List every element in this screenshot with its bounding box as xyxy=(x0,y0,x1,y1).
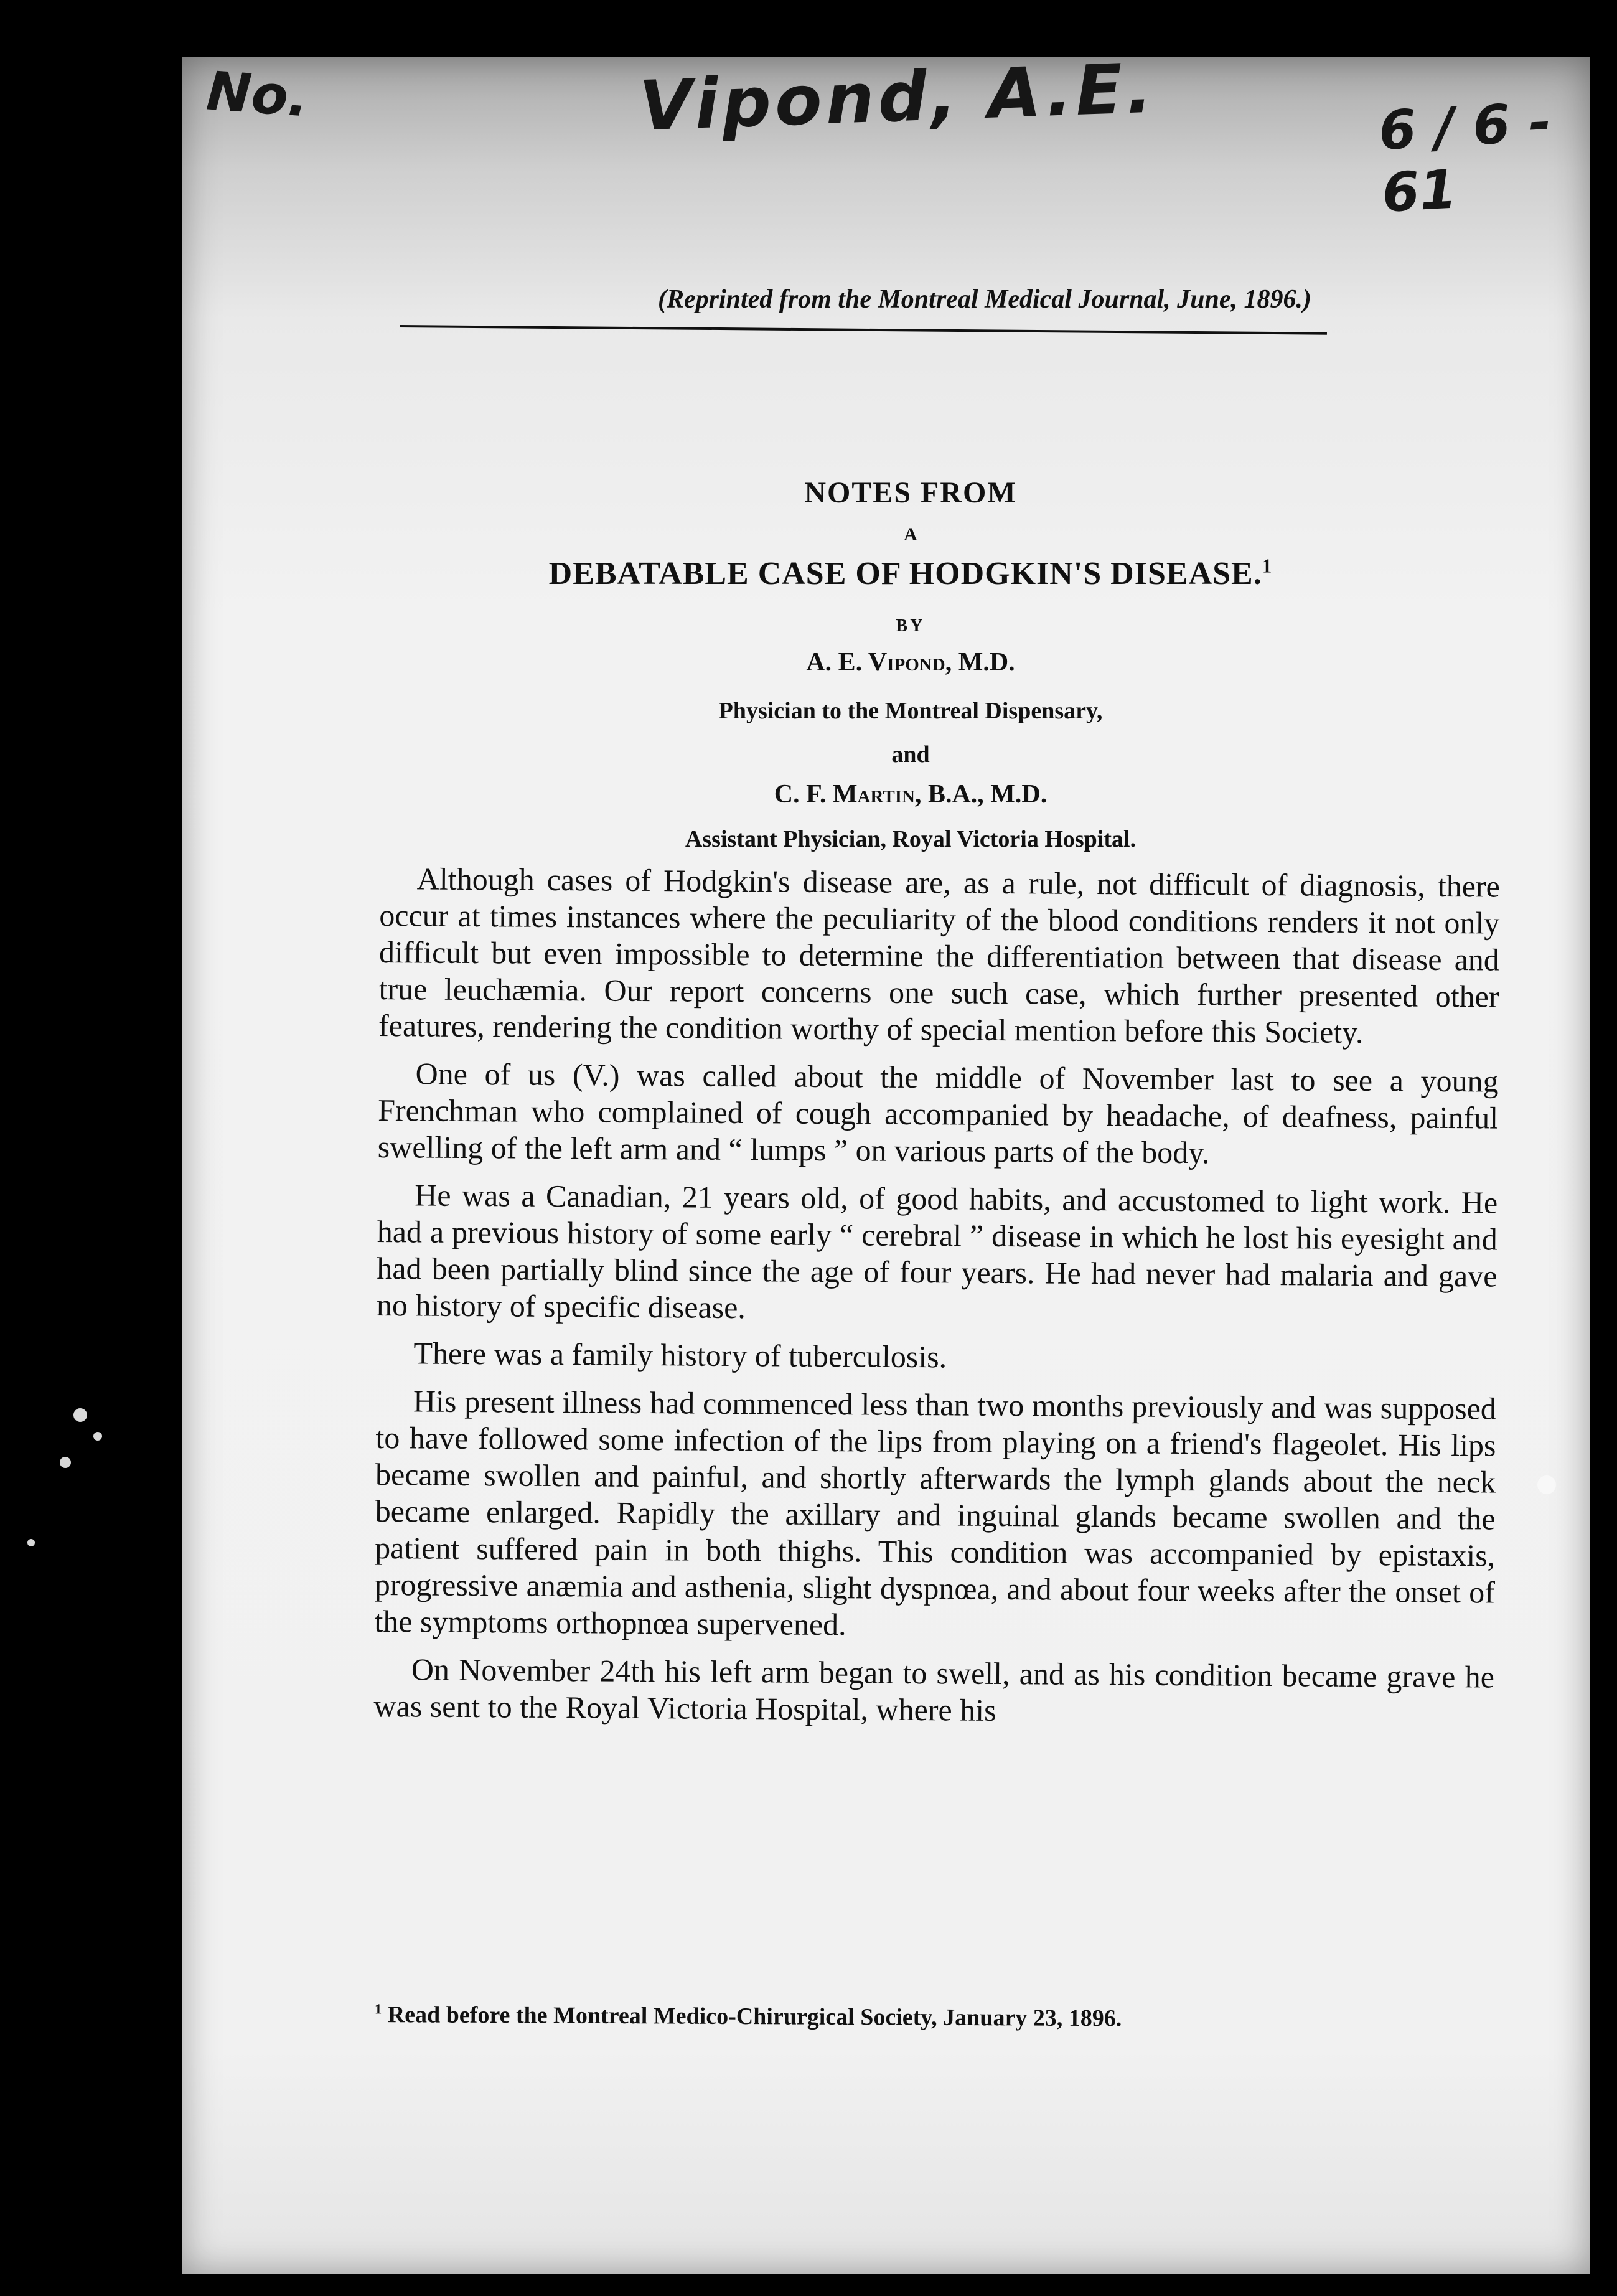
body-paragraph: Although cases of Hodgkin's disease are, as a rule, not difficult of diagnosis, there occur at times instances where the peculiarity of the blood conditions renders it not only difficult but even impossible to determine the differentiation between that disease and true leuchæmia. Our report concerns one such case, which further presented other features, rendering the condition worthy of special mention before this Society. xyxy=(378,861,1500,1050)
document-page xyxy=(182,48,1590,2274)
scan-artifact-speck xyxy=(93,1432,102,1441)
article-body xyxy=(373,860,1500,1744)
title-line-2: A xyxy=(904,524,917,545)
scan-artifact-speck xyxy=(73,1408,87,1422)
footnote-text: Read before the Montreal Medico-Chirurgical Society, January 23, 1896. xyxy=(387,2002,1122,2032)
handwritten-author-name: Vipond, A.E. xyxy=(638,48,1158,146)
handwritten-catalog-number: 6 / 6 - 61 xyxy=(1377,91,1553,225)
body-paragraph: One of us (V.) was called about the middle of November last to see a young Frenchman who complained of cough accompanied by headache, of deafness, painful swelling of the left arm and “ lumps ” on various parts of the body. xyxy=(377,1056,1499,1170)
handwritten-number-label: No. xyxy=(204,60,311,129)
byline-label: BY xyxy=(896,616,926,636)
scan-artifact-speck xyxy=(1537,1475,1556,1494)
body-paragraph: His present illness had commenced less than two months previously and was supposed to have followed some infection of the lips from playing on a friend's flageolet. His lips became swollen and painful, and shortly afterwards the lymph glands about the neck became enlarged. Rapidly the axillary and inguinal glands became swollen and the patient suffered pain in both thighs. This condition was accompanied by epistaxis, progressive anæmia and asthenia, slight dyspnœa, and about four weeks after the onset of the symptoms orthopnœa supervened. xyxy=(374,1383,1497,1642)
author-1-name: A. E. Vipond, M.D. xyxy=(806,648,1015,677)
author-2-name: C. F. Martin, B.A., M.D. xyxy=(774,780,1048,809)
body-paragraph: On November 24th his left arm began to swell, and as his condition became grave he was sent to the Royal Victoria Hospital, where his xyxy=(373,1652,1495,1728)
scan-artifact-speck xyxy=(60,1457,71,1468)
title-line-1: NOTES FROM xyxy=(804,476,1017,509)
author-1-position: Physician to the Montreal Dispensary, xyxy=(718,698,1103,724)
reprint-note: (Reprinted from the Montreal Medical Journal, June, 1896.) xyxy=(657,285,1312,314)
footnote-marker: 1 xyxy=(374,2001,382,2017)
author-conjunction: and xyxy=(891,741,930,768)
header-rule xyxy=(400,325,1327,335)
title-main xyxy=(182,555,1590,592)
title-footnote-marker: 1 xyxy=(1262,555,1273,577)
body-paragraph: There was a family history of tuberculosis. xyxy=(413,1335,947,1375)
title-main-text: DEBATABLE CASE OF HODGKIN'S DISEASE. xyxy=(548,556,1262,591)
body-paragraph: He was a Canadian, 21 years old, of good habits, and accustomed to light work. He had a previous history of some early “ cerebral ” disease in which he lost his eyesight and had been partially blind since the age of four years. He had never had malaria and gave no history of specific disease. xyxy=(376,1177,1498,1325)
scan-artifact-speck xyxy=(27,1539,35,1546)
footnote xyxy=(375,2001,1495,2034)
author-2-position: Assistant Physician, Royal Victoria Hospital. xyxy=(685,826,1137,852)
